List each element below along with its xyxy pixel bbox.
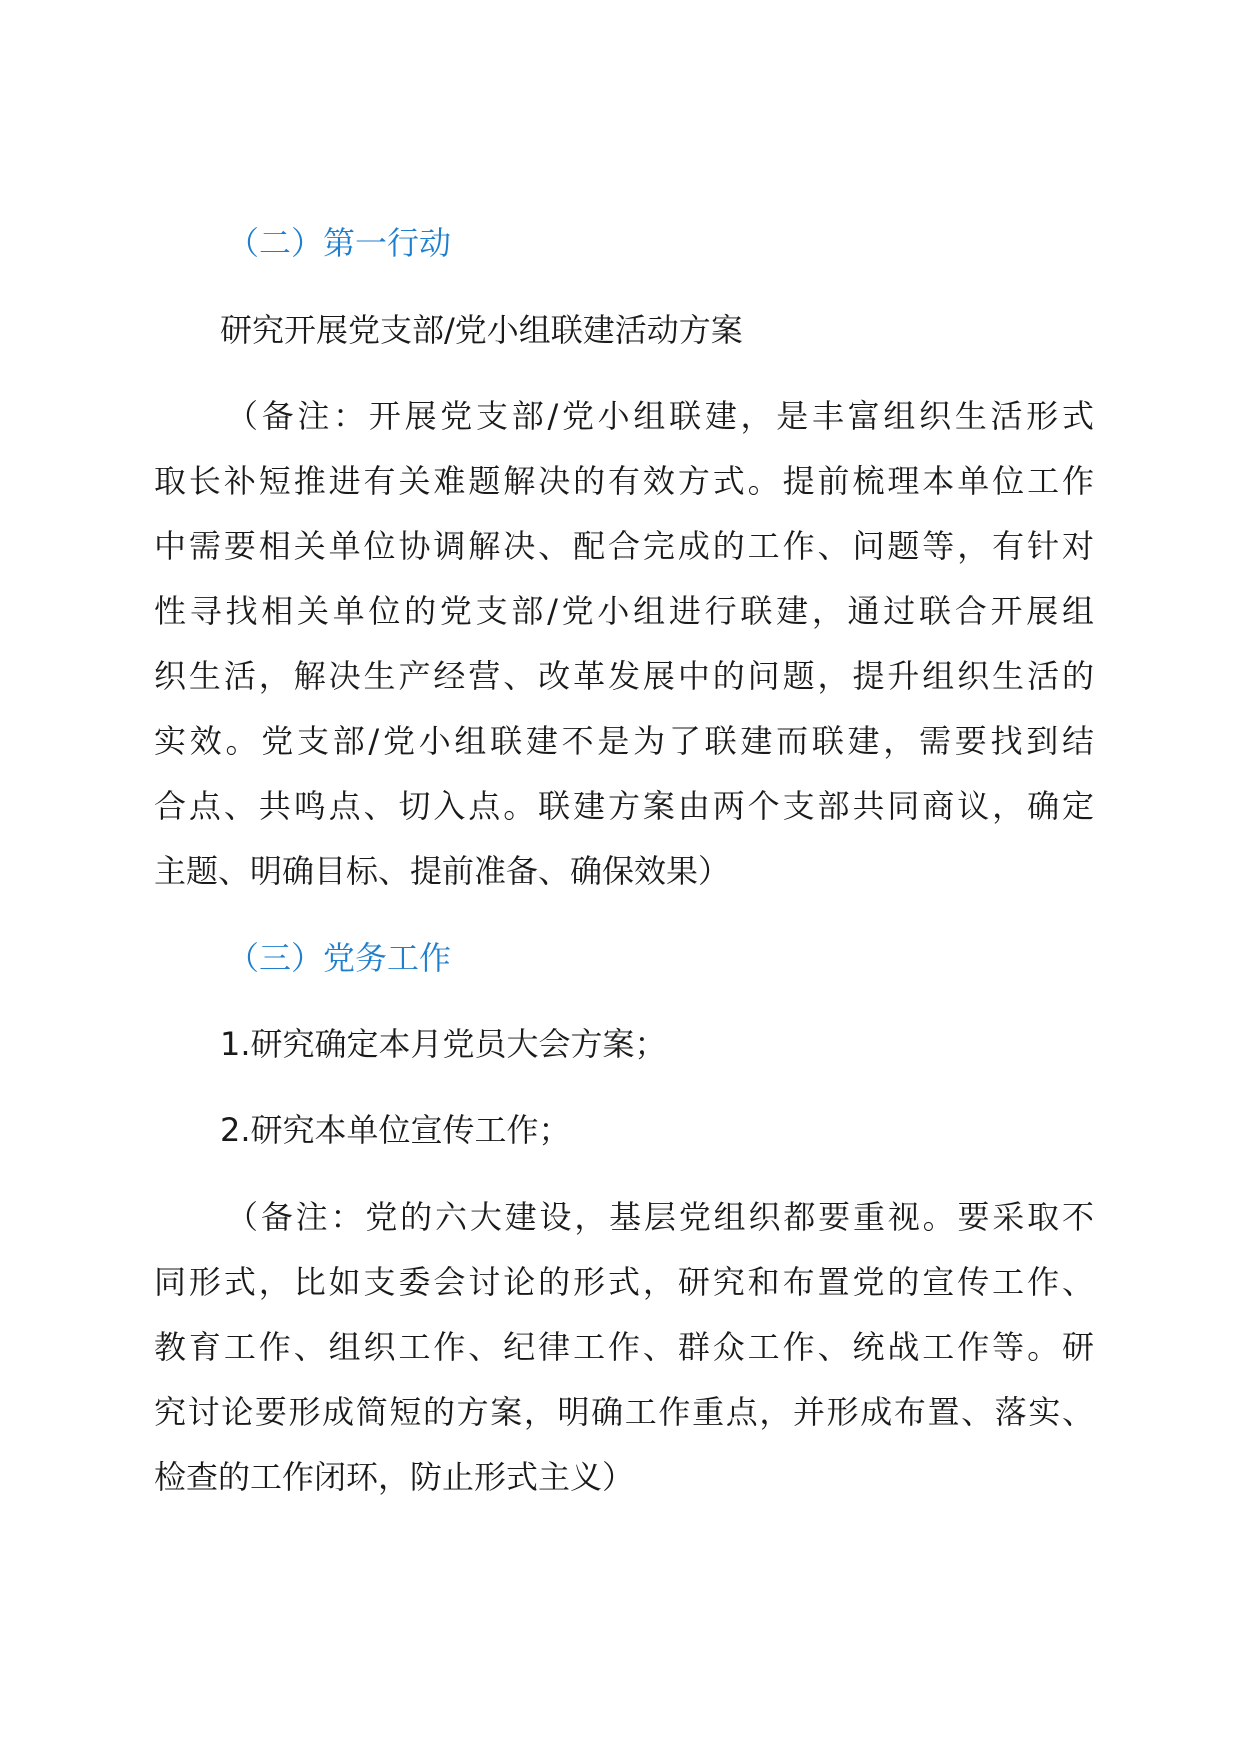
action-item: 研究开展党支部/党小组联建活动方案 [220,311,743,349]
note-line: 合点、共鸣点、切入点。联建方案由两个支部共同商议，确定 [154,787,1094,825]
action-note [154,396,1094,916]
note-line: 教育工作、组织工作、纪律工作、群众工作、统战工作等。研 [154,1328,1094,1366]
note-line: 主题、明确目标、提前准备、确保效果） [154,852,731,890]
note-line: 检查的工作闭环，防止形式主义） [154,1458,635,1496]
note-line: （备注：党的六大建设，基层党组织都要重视。要采取不 [226,1198,1094,1236]
note-line: 取长补短推进有关难题解决的有效方式。提前梳理本单位工作 [154,462,1094,500]
party-affairs-item-2: 2.研究本单位宣传工作； [220,1111,571,1149]
note-line: 中需要相关单位协调解决、配合完成的工作、问题等，有针对 [154,527,1094,565]
section-heading-party-affairs: （三）党务工作 [227,939,452,977]
note-line: 织生活，解决生产经营、改革发展中的问题，提升组织生活的 [154,657,1094,695]
party-affairs-item-1: 1.研究确定本月党员大会方案； [220,1025,667,1063]
party-affairs-note [154,1197,1094,1522]
note-line: 同形式，比如支委会讨论的形式，研究和布置党的宣传工作、 [154,1263,1094,1301]
note-line: 实效。党支部/党小组联建不是为了联建而联建，需要找到结 [154,722,1094,760]
note-line: 性寻找相关单位的党支部/党小组进行联建，通过联合开展组 [154,592,1094,630]
section-heading-action: （二）第一行动 [227,224,452,262]
note-line: （备注：开展党支部/党小组联建，是丰富组织生活形式 [226,397,1094,435]
note-line: 究讨论要形成简短的方案，明确工作重点，并形成布置、落实、 [154,1393,1094,1431]
